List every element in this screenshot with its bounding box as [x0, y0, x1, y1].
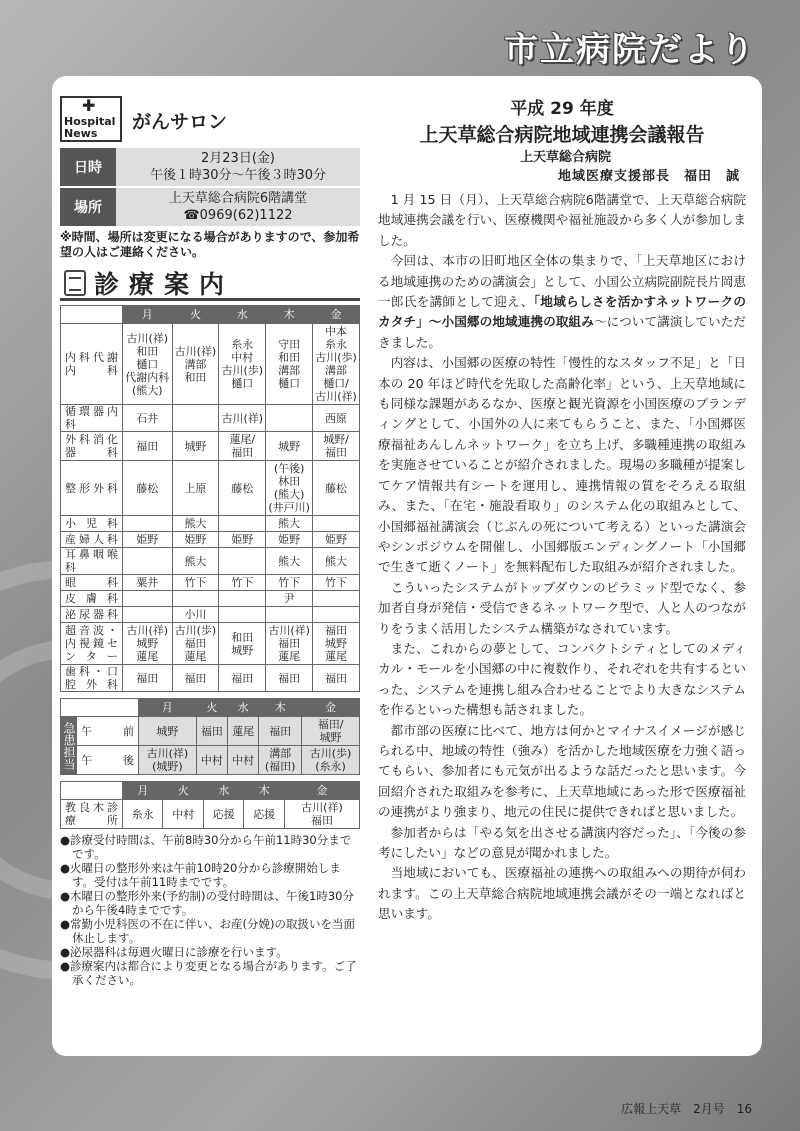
doctor-cell: 城野 — [266, 432, 313, 461]
doctor-cell: 姫野 — [313, 532, 360, 548]
table-row — [61, 516, 360, 532]
doctor-cell — [266, 405, 313, 432]
date-label: 日時 — [60, 148, 116, 187]
paragraph-text: ～について講演していただきました。 — [378, 314, 747, 350]
left-column — [60, 96, 360, 987]
emergency-table — [60, 698, 360, 775]
department-name: 歯科・口腔外科 — [61, 665, 123, 692]
day-header: 木 — [244, 782, 284, 800]
doctor-cell: 応援 — [203, 800, 243, 829]
table-row — [61, 800, 360, 829]
doctor-cell — [172, 591, 219, 607]
doctor-cell: 応援 — [244, 800, 284, 829]
notice-item: ●診療案内は都合により変更となる場合があります。ご了承ください。 — [60, 959, 357, 987]
department-name: 皮膚科 — [61, 591, 123, 607]
paragraph: 内容は、小国郷の医療の特性「慢性的なスタッフ不足」と「日本の 20 年ほど時代を先取した高齢化率」という、上天草地域にも同様な課題があるなか、医療と観光資源を小国医療のブランディングとして、小国外の人に来てもらうこと、また、「小国郷医療福祉あんしんネットワーク」を立ち上げ、多職種連携の取組みを実施させていることが紹介されました。現場の多職種が提案してケア情報共有シートを運用し、連携情報の質をそろえる取組み、また、「在宅・施設看取り」のシステム化の取組みとして、小国郷福祉講演会（じぶんの死について考える）といった講演会やシンポジウムを開催し、小国郷版エンディングノート「小国郷で生きて逝くノート」を無料配布した取組みが紹介されました。 — [378, 355, 747, 575]
doctor-cell: 古川(歩) 福田 蓮尾 — [172, 623, 219, 665]
doctor-cell: 蓮尾 — [228, 717, 259, 746]
doctor-cell: 城野 — [172, 432, 219, 461]
day-header: 水 — [228, 699, 259, 717]
day-header: 月 — [123, 782, 163, 800]
doctor-cell: 熊大 — [266, 516, 313, 532]
doctor-cell: 福田 — [123, 665, 173, 692]
document-icon — [64, 270, 86, 296]
date-value — [116, 148, 360, 187]
article-title: 上天草総合病院地域連携会議報告 — [419, 124, 705, 146]
table-row — [61, 591, 360, 607]
doctor-cell — [313, 591, 360, 607]
doctor-cell: 古川(歩) (糸永) — [302, 746, 360, 775]
doctor-cell: 古川(祥) 福田 — [284, 800, 359, 829]
table-row — [61, 607, 360, 623]
doctor-cell: 福田 — [172, 665, 219, 692]
clinic-name: 教良木診療所 — [61, 800, 123, 829]
doctor-cell: 古川(祥) 福田 蓮尾 — [266, 623, 313, 665]
doctor-cell — [172, 405, 219, 432]
day-header: 木 — [266, 306, 313, 324]
doctor-cell: 福田 — [259, 717, 302, 746]
doctor-cell: 竹下 — [313, 575, 360, 591]
department-name: 小児科 — [61, 516, 123, 532]
doctor-cell: 姫野 — [219, 532, 266, 548]
doctor-cell: 竹下 — [172, 575, 219, 591]
table-row — [61, 665, 360, 692]
doctor-cell: 福田/ 城野 — [302, 717, 360, 746]
doctor-cell: 糸永 — [123, 800, 163, 829]
doctor-cell: 城野/ 福田 — [313, 432, 360, 461]
logo-line2: News — [64, 127, 98, 140]
place-value — [116, 187, 360, 227]
department-name: 耳鼻咽喉科 — [61, 548, 123, 575]
doctor-cell: 上原 — [172, 461, 219, 516]
day-header: 月 — [139, 699, 197, 717]
paragraph-emphasis: 「地域らしさを活かすネットワークのカタチ」～小国郷の地域連携の取組み — [378, 294, 746, 330]
doctor-cell: 蓮尾/ 福田 — [219, 432, 266, 461]
doctor-cell: 福田 — [266, 665, 313, 692]
doctor-cell: 中村 — [163, 800, 203, 829]
day-header: 木 — [259, 699, 302, 717]
department-name: 産婦人科 — [61, 532, 123, 548]
doctor-cell: 竹下 — [266, 575, 313, 591]
emergency-label: 急患担当 — [61, 717, 77, 775]
hospital-news-logo — [60, 96, 122, 142]
day-header: 金 — [284, 782, 359, 800]
doctor-cell: 熊大 — [172, 516, 219, 532]
doctor-cell: 福田 — [196, 717, 227, 746]
session-label: 午前 — [77, 717, 139, 746]
place-label: 場所 — [60, 187, 116, 227]
doctor-cell — [313, 516, 360, 532]
schedule-title: 診療案内 — [94, 270, 235, 299]
notice-list — [60, 833, 360, 987]
table-row — [61, 324, 360, 405]
doctor-cell: 熊大 — [266, 548, 313, 575]
department-name: 内科代謝内科 — [61, 324, 123, 405]
place-line1: 上天草総合病院6階講堂 — [168, 191, 308, 206]
day-header: 火 — [172, 306, 219, 324]
doctor-cell — [123, 607, 173, 623]
doctor-cell: 福田 — [313, 665, 360, 692]
doctor-cell: 熊大 — [172, 548, 219, 575]
doctor-cell: 粟井 — [123, 575, 173, 591]
article — [378, 96, 746, 925]
table-row — [61, 432, 360, 461]
salon-title: がんサロン — [132, 111, 228, 133]
doctor-cell — [266, 607, 313, 623]
doctor-cell: 古川(祥) 城野 蓮尾 — [123, 623, 173, 665]
blank-header — [61, 306, 123, 324]
doctor-cell — [313, 607, 360, 623]
doctor-cell: 溝部 (福田) — [259, 746, 302, 775]
doctor-cell: 福田 — [123, 432, 173, 461]
article-body — [378, 190, 746, 925]
doctor-cell: 西原 — [313, 405, 360, 432]
department-name: 整形外科 — [61, 461, 123, 516]
department-name: 循環器内科 — [61, 405, 123, 432]
date-line1: 2月23日(金) — [201, 151, 275, 166]
doctor-cell — [123, 548, 173, 575]
day-header: 水 — [203, 782, 243, 800]
table-row — [61, 575, 360, 591]
doctor-cell: 小川 — [172, 607, 219, 623]
paragraph: 当地域においても、医療福祉の連携への取組みへの期待が伺われます。この上天草総合病院地域連携会議がその一端となればと思います。 — [378, 865, 746, 922]
table-row — [61, 461, 360, 516]
doctor-cell — [123, 591, 173, 607]
table-row — [61, 405, 360, 432]
schedule-header — [60, 268, 360, 298]
doctor-cell: 藤松 — [313, 461, 360, 516]
day-header: 金 — [302, 699, 360, 717]
doctor-cell: 石井 — [123, 405, 173, 432]
notice-item: ●泌尿器科は毎週火曜日に診療を行います。 — [60, 945, 288, 959]
doctor-cell: 古川(祥) 和田 樋口 代謝内科 (熊大) — [123, 324, 173, 405]
doctor-cell: (午後) 林田 (熊大) (井戸川) — [266, 461, 313, 516]
doctor-cell: 姫野 — [123, 532, 173, 548]
date-line2: 午後１時30分～午後３時30分 — [149, 168, 327, 183]
doctor-cell: 姫野 — [172, 532, 219, 548]
table-row — [61, 746, 360, 775]
kyora-table — [60, 781, 360, 829]
blank-header — [61, 699, 139, 717]
blank-header — [61, 782, 123, 800]
notice-item: ●常勤小児科医の不在に伴い、お産(分娩)の取扱いを当面休止します。 — [60, 917, 356, 945]
paragraph-text: 今回は、本市の旧町地区全体の集まりで、「上天草地区における地域連携のための講演会」として、小国公立病院副院長片岡恵一郎氏を講師として迎え、 — [378, 253, 746, 310]
news-header — [60, 96, 360, 142]
notice-item: ●火曜日の整形外来は午前10時20分から診療開始します。受付は午前11時までです。 — [60, 861, 341, 889]
day-header: 火 — [163, 782, 203, 800]
doctor-cell — [219, 607, 266, 623]
footer-page-info: 広報上天草 2月号 16 — [621, 1102, 752, 1116]
paragraph: 参加者からは「やる気を出させる講演内容だった」、「今後の参考にしたい」などの意見が聞かれました。 — [378, 824, 746, 860]
doctor-cell: 和田 城野 — [219, 623, 266, 665]
doctor-cell — [219, 591, 266, 607]
doctor-cell: 福田 城野 蓮尾 — [313, 623, 360, 665]
doctor-cell: 古川(祥) — [219, 405, 266, 432]
header-title: 市立病院だより — [504, 30, 756, 70]
logo-line1: Hospital — [64, 115, 116, 128]
cross-icon: ✚ — [82, 96, 96, 115]
session-label: 午後 — [77, 746, 139, 775]
paragraph: 1 月 15 日（月）、上天草総合病院6階講堂で、上天草総合病院地域連携会議を行い、医療機関や福祉施設から多く人が参加しました。 — [378, 192, 746, 248]
doctor-cell — [123, 516, 173, 532]
place-line2: ☎0969(62)1122 — [183, 208, 293, 223]
day-header: 火 — [196, 699, 227, 717]
department-name: 超音波・内視鏡センター — [61, 623, 123, 665]
doctor-cell — [219, 516, 266, 532]
day-header: 金 — [313, 306, 360, 324]
table-row — [61, 717, 360, 746]
paragraph: 都市部の医療に比べて、地方は何かとマイナスイメージが感じられる中、地域の特性（強み）を活かした地域医療を力強く語ってもらい、参加者にも元気が出るような話だったと思います。今回紹介された取組みを参考に、上天草地域にあった形で医療福祉の連携がより強まり、地元の住民に提供できればと思いました。 — [378, 722, 746, 820]
day-header: 水 — [219, 306, 266, 324]
department-name: 外科消化器科 — [61, 432, 123, 461]
paragraph: また、これからの夢として、コンパクトシティとしてのメディカル・モールを小国郷の中に複数作り、それぞれを共有するといった、システムを連携し組み合わせることでより大きなシステムを作るといった構想も話されました。 — [378, 640, 746, 718]
salon-note: ※時間、場所は変更になる場合がありますので、参加希望の人はご連絡ください。 — [60, 230, 360, 259]
doctor-cell: 竹下 — [219, 575, 266, 591]
doctor-cell: 古川(祥) 溝部 和田 — [172, 324, 219, 405]
doctor-cell — [219, 548, 266, 575]
doctor-cell: 藤松 — [219, 461, 266, 516]
doctor-cell: 藤松 — [123, 461, 173, 516]
paragraph: こういったシステムがトップダウンのピラミッド型でなく、参加者自身が発信・受信できるネットワーク型で、人と人のつながりをうまく活用したシステム構築がなされています。 — [378, 579, 746, 636]
doctor-cell: 糸永 中村 古川(歩) 樋口 — [219, 324, 266, 405]
paragraph — [378, 251, 746, 353]
doctor-cell: 尹 — [266, 591, 313, 607]
doctor-cell: 中村 — [196, 746, 227, 775]
author-name: 地域医療支援部長 福田 誠 — [557, 169, 740, 184]
doctor-cell: 姫野 — [266, 532, 313, 548]
doctor-cell: 古川(祥) (城野) — [139, 746, 197, 775]
table-row — [61, 623, 360, 665]
department-name: 泌尿器科 — [61, 607, 123, 623]
doctor-cell: 福田 — [219, 665, 266, 692]
notice-item: ●診療受付時間は、午前8時30分から午前11時30分までです。 — [60, 833, 352, 861]
department-name: 眼科 — [61, 575, 123, 591]
schedule-table — [60, 305, 360, 692]
article-title-year: 平成 29 年度 — [510, 99, 614, 119]
notice-item: ●木曜日の整形外来(予約制)の受付時間は、午後1時30分から午後4時までです。 — [60, 889, 354, 917]
table-row — [61, 532, 360, 548]
author-affiliation: 上天草総合病院 — [520, 150, 612, 165]
doctor-cell: 中本 糸永 古川(歩) 溝部 樋口/ 古川(祥) — [313, 324, 360, 405]
day-header: 月 — [123, 306, 173, 324]
doctor-cell: 熊大 — [313, 548, 360, 575]
salon-info-table — [60, 148, 360, 228]
doctor-cell: 中村 — [228, 746, 259, 775]
table-row — [61, 548, 360, 575]
doctor-cell: 城野 — [139, 717, 197, 746]
doctor-cell: 守田 和田 溝部 樋口 — [266, 324, 313, 405]
